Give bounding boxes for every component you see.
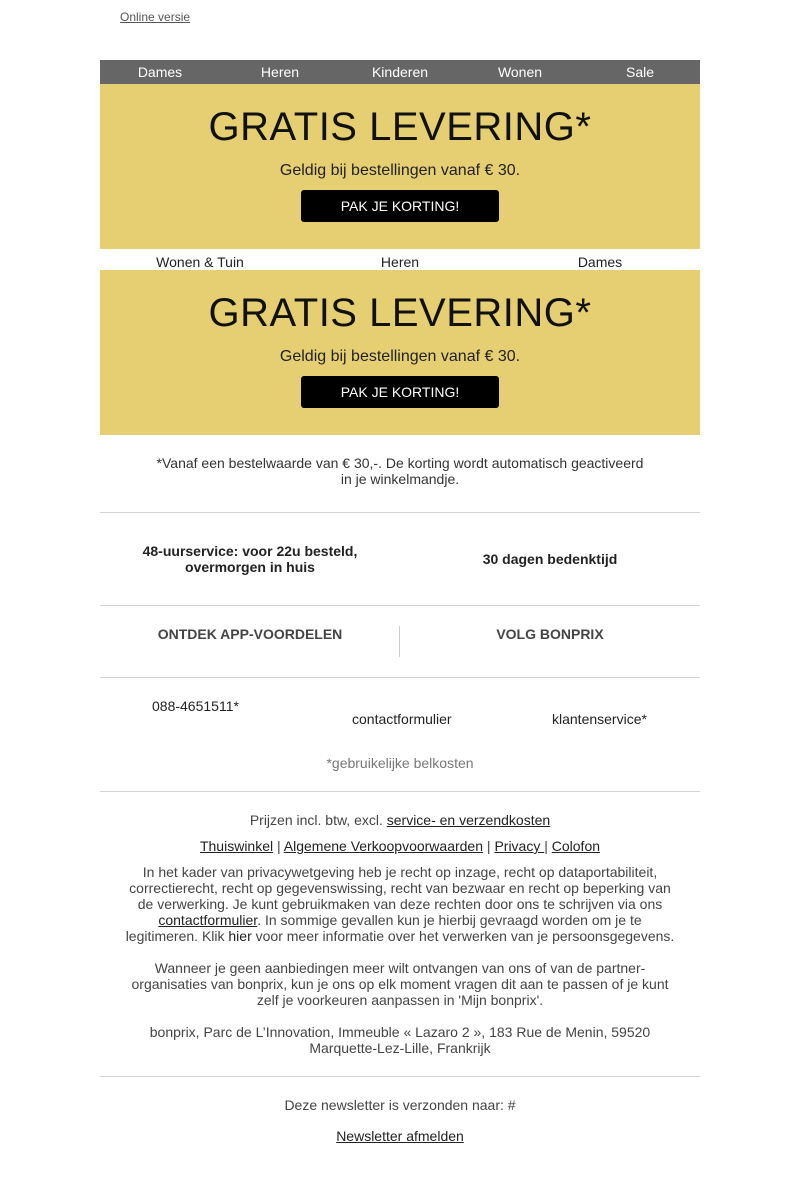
promo-banner-2	[100, 270, 700, 435]
disclaimer-line: *Vanaf een bestelwaarde van € 30,-. De korting wordt automatisch geactiveerd	[156, 455, 644, 471]
divider	[100, 512, 700, 513]
price-note-text: Prijzen incl. btw, excl.	[249, 812, 387, 828]
nav-item-dames[interactable]: Dames	[137, 64, 183, 80]
app-follow-row	[100, 626, 700, 642]
promo-cta-button[interactable]: PAK JE KORTING!	[301, 376, 499, 408]
subnav-item-wonen-tuin[interactable]: Wonen & Tuin	[156, 254, 244, 270]
privacy-line: In het kader van privacywetgeving heb je recht op inzage, recht op dataportabiliteit,	[142, 864, 658, 880]
vertical-divider	[399, 626, 400, 657]
optout-line: zelf je voorkeuren aanpassen in 'Mijn bonprix'.	[256, 992, 544, 1008]
customer-service-link[interactable]: klantenservice*	[552, 711, 647, 727]
divider	[100, 791, 700, 792]
privacy-info-link[interactable]: hier	[228, 928, 252, 944]
divider	[100, 605, 700, 606]
optout-line: Wanneer je geen aanbiedingen meer wilt ontvangen van ons of van de partner-	[154, 960, 646, 976]
usp-return: 30 dagen bedenktijd	[482, 551, 618, 567]
usp-delivery-line1: 48-uurservice: voor 22u besteld,	[142, 543, 358, 559]
address-line: Marquette-Lez-Lille, Frankrijk	[309, 1040, 491, 1056]
main-nav	[100, 60, 700, 84]
separator: |	[544, 838, 548, 854]
address-line: bonprix, Parc de L’Innovation, Immeuble « Lazaro 2 », 183 Rue de Menin, 59520	[149, 1024, 651, 1040]
promo-banner-1	[100, 84, 700, 249]
promo-subtitle: Geldig bij bestellingen vanaf € 30.	[279, 348, 521, 365]
unsubscribe-wrap	[100, 1128, 700, 1144]
follow-bonprix-link[interactable]: VOLG BONPRIX	[496, 626, 604, 642]
privacy-contact-form-link[interactable]: contactformulier	[158, 912, 258, 928]
colofon-link[interactable]: Colofon	[551, 838, 601, 854]
sent-to-text: Deze newsletter is verzonden naar: #	[284, 1097, 516, 1113]
promo-title: GRATIS LEVERING*	[208, 105, 592, 149]
disclaimer-line: in je winkelmandje.	[340, 471, 460, 487]
subnav-item-dames[interactable]: Dames	[577, 254, 623, 270]
optout-line: organisaties van bonprix, kun je ons op elk moment vragen dit aan te passen of je kunt	[131, 976, 669, 992]
unsubscribe-link[interactable]: Newsletter afmelden	[336, 1128, 464, 1144]
privacy-line: legitimeren. Klik	[125, 928, 229, 944]
privacy-line: correctierecht, recht op gegevenswissing, recht van bezwaar en recht op beperking van	[129, 880, 671, 896]
phone-number[interactable]: 088-4651511*	[152, 698, 239, 714]
nav-item-sale[interactable]: Sale	[625, 64, 655, 80]
legal-links	[100, 838, 700, 854]
optout-text	[100, 960, 700, 1008]
company-address	[100, 1024, 700, 1056]
shipping-costs-link[interactable]: service- en verzendkosten	[386, 812, 551, 828]
usp-row	[100, 543, 700, 575]
divider	[100, 1076, 700, 1077]
separator: |	[486, 838, 491, 854]
nav-item-heren[interactable]: Heren	[260, 64, 300, 80]
promo-subtitle: Geldig bij bestellingen vanaf € 30.	[279, 162, 521, 179]
promo-cta-button[interactable]: PAK JE KORTING!	[301, 190, 499, 222]
privacy-link[interactable]: Privacy	[494, 838, 545, 854]
privacy-line: . In sommige gevallen kun je hierbij gevraagd worden om je te	[257, 912, 642, 928]
discount-disclaimer	[100, 455, 700, 487]
divider	[100, 677, 700, 678]
app-benefits-link[interactable]: ONTDEK APP-VOORDELEN	[157, 626, 343, 642]
promo-title: GRATIS LEVERING*	[208, 291, 592, 335]
nav-item-wonen[interactable]: Wonen	[497, 64, 543, 80]
usp-delivery-line2: overmorgen in huis	[185, 559, 315, 575]
privacy-text	[100, 864, 700, 944]
thuiswinkel-link[interactable]: Thuiswinkel	[199, 838, 274, 854]
call-cost-note: *gebruikelijke belkosten	[326, 755, 474, 771]
privacy-line: voor meer informatie over het verwerken van je persoonsgegevens.	[251, 928, 675, 944]
terms-link[interactable]: Algemene Verkoopvoorwaarden	[283, 838, 484, 854]
usp-delivery	[100, 543, 400, 575]
price-note	[100, 812, 700, 828]
nav-item-kinderen[interactable]: Kinderen	[371, 64, 429, 80]
sub-nav	[100, 249, 700, 270]
online-version-link[interactable]: Online versie	[120, 10, 191, 24]
separator: |	[277, 838, 281, 854]
subnav-item-heren[interactable]: Heren	[380, 254, 420, 270]
privacy-line: de verwerking. Je kunt gebruikmaken van deze rechten door ons te schrijven via ons	[137, 896, 663, 912]
contact-form-link[interactable]: contactformulier	[352, 711, 452, 727]
